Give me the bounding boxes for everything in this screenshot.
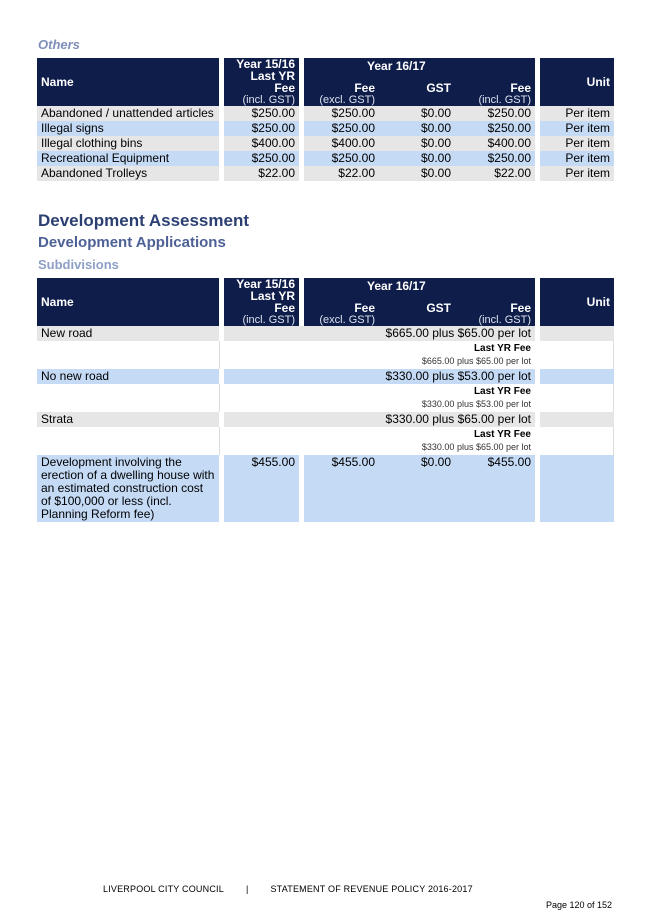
col-unit: Unit	[535, 58, 614, 106]
heading-development-applications: Development Applications	[38, 234, 226, 251]
gst-label: GST	[426, 81, 451, 95]
row-gst: $0.00	[379, 106, 455, 121]
table-row	[37, 369, 614, 384]
row-gst: $0.00	[379, 121, 455, 136]
last-yr-value: $330.00 plus $53.00 per lot	[421, 399, 531, 409]
subdivisions-fee-table	[37, 278, 614, 522]
row-fee-incl: $250.00	[455, 106, 535, 121]
row-fee-text: $330.00 plus $65.00 per lot	[219, 412, 535, 427]
gst-label: GST	[426, 301, 451, 315]
last-yr-label: Last YR Fee	[473, 386, 531, 397]
row-fee-incl: $400.00	[455, 136, 535, 151]
row-name: Strata	[37, 412, 219, 427]
row-gst: $0.00	[379, 455, 455, 522]
incl-gst-label: (incl. GST)	[242, 94, 295, 106]
row-name: New road	[37, 326, 219, 341]
last-yr-cell	[219, 427, 535, 455]
table-row	[37, 121, 614, 136]
row-unit: Per item	[535, 166, 614, 181]
row-name: Illegal clothing bins	[37, 136, 219, 151]
year-1516-label: Year 15/16	[236, 57, 295, 71]
year-1617-label: Year 16/17	[367, 279, 426, 293]
row-name: Recreational Equipment	[37, 151, 219, 166]
table-row	[37, 326, 614, 341]
footer-separator: |	[245, 884, 249, 894]
row-fee-excl: $400.00	[299, 136, 379, 151]
col-last-yr-fee	[219, 58, 299, 106]
row-last-yr-fee: $250.00	[219, 106, 299, 121]
row-unit: Per item	[535, 121, 614, 136]
page-number: Page 120 of 152	[545, 900, 612, 910]
row-unit	[535, 326, 614, 341]
row-fee-excl: $455.00	[299, 455, 379, 522]
incl-gst-label-2: (incl. GST)	[478, 94, 531, 106]
year-1617-label: Year 16/17	[367, 59, 426, 73]
row-last-yr-fee: $22.00	[219, 166, 299, 181]
row-fee-incl: $22.00	[455, 166, 535, 181]
row-fee-text: $330.00 plus $53.00 per lot	[219, 369, 535, 384]
row-name: Development involving the erection of a dwelling house with an estimated construction cost of $100,000 or less (incl. Planning Reform fee)	[37, 455, 219, 522]
others-fee-table	[37, 58, 614, 181]
col-unit: Unit	[535, 278, 614, 326]
row-unit: Per item	[535, 151, 614, 166]
table-row	[37, 455, 614, 522]
last-yr-row	[37, 384, 614, 412]
col-fee-incl	[455, 278, 535, 326]
section-title-others: Others	[38, 37, 80, 52]
row-unit: Per item	[535, 106, 614, 121]
col-fee-incl	[455, 58, 535, 106]
row-name: Abandoned Trolleys	[37, 166, 219, 181]
table-row	[37, 106, 614, 121]
row-unit	[535, 412, 614, 427]
last-yr-row	[37, 427, 614, 455]
fee-incl-label: Fee	[510, 81, 531, 95]
footer-document: STATEMENT OF REVENUE POLICY 2016-2017	[270, 884, 473, 894]
col-name: Name	[37, 58, 219, 106]
excl-gst-label: (excl. GST)	[319, 314, 375, 326]
row-name: Illegal signs	[37, 121, 219, 136]
last-yr-cell	[219, 384, 535, 412]
row-name: No new road	[37, 369, 219, 384]
last-yr-row	[37, 341, 614, 369]
row-unit	[535, 369, 614, 384]
table-row	[37, 136, 614, 151]
heading-subdivisions: Subdivisions	[38, 257, 119, 272]
table-header-row	[37, 58, 614, 106]
last-yr-fee-label: Last YR Fee	[250, 289, 295, 315]
fee-label: Fee	[354, 301, 375, 315]
excl-gst-label: (excl. GST)	[319, 94, 375, 106]
row-last-yr-fee: $400.00	[219, 136, 299, 151]
last-yr-value: $665.00 plus $65.00 per lot	[421, 356, 531, 366]
last-yr-fee-label: Last YR Fee	[250, 69, 295, 95]
row-last-yr-fee: $250.00	[219, 151, 299, 166]
row-name: Abandoned / unattended articles	[37, 106, 219, 121]
incl-gst-label-2: (incl. GST)	[478, 314, 531, 326]
row-unit	[535, 455, 614, 522]
incl-gst-label: (incl. GST)	[242, 314, 295, 326]
row-gst: $0.00	[379, 151, 455, 166]
year-1516-label: Year 15/16	[236, 277, 295, 291]
page-footer	[103, 884, 473, 894]
row-last-yr-fee: $455.00	[219, 455, 299, 522]
table-header-row	[37, 278, 614, 326]
last-yr-cell	[219, 341, 535, 369]
row-fee-incl: $455.00	[455, 455, 535, 522]
row-fee-excl: $250.00	[299, 121, 379, 136]
footer-council: LIVERPOOL CITY COUNCIL	[103, 884, 224, 894]
col-gst	[367, 58, 455, 106]
fee-label: Fee	[354, 81, 375, 95]
row-fee-excl: $250.00	[299, 151, 379, 166]
last-yr-label: Last YR Fee	[473, 343, 531, 354]
col-name: Name	[37, 278, 219, 326]
row-gst: $0.00	[379, 136, 455, 151]
table-row	[37, 151, 614, 166]
col-gst	[367, 278, 455, 326]
last-yr-value: $330.00 plus $65.00 per lot	[421, 442, 531, 452]
row-fee-excl: $22.00	[299, 166, 379, 181]
fee-incl-label: Fee	[510, 301, 531, 315]
row-unit: Per item	[535, 136, 614, 151]
row-fee-text: $665.00 plus $65.00 per lot	[219, 326, 535, 341]
row-fee-incl: $250.00	[455, 151, 535, 166]
row-last-yr-fee: $250.00	[219, 121, 299, 136]
table-row	[37, 412, 614, 427]
heading-development-assessment: Development Assessment	[38, 211, 250, 230]
row-fee-excl: $250.00	[299, 106, 379, 121]
last-yr-label: Last YR Fee	[473, 429, 531, 440]
row-gst: $0.00	[379, 166, 455, 181]
col-last-yr-fee	[219, 278, 299, 326]
row-fee-incl: $250.00	[455, 121, 535, 136]
table-row	[37, 166, 614, 181]
